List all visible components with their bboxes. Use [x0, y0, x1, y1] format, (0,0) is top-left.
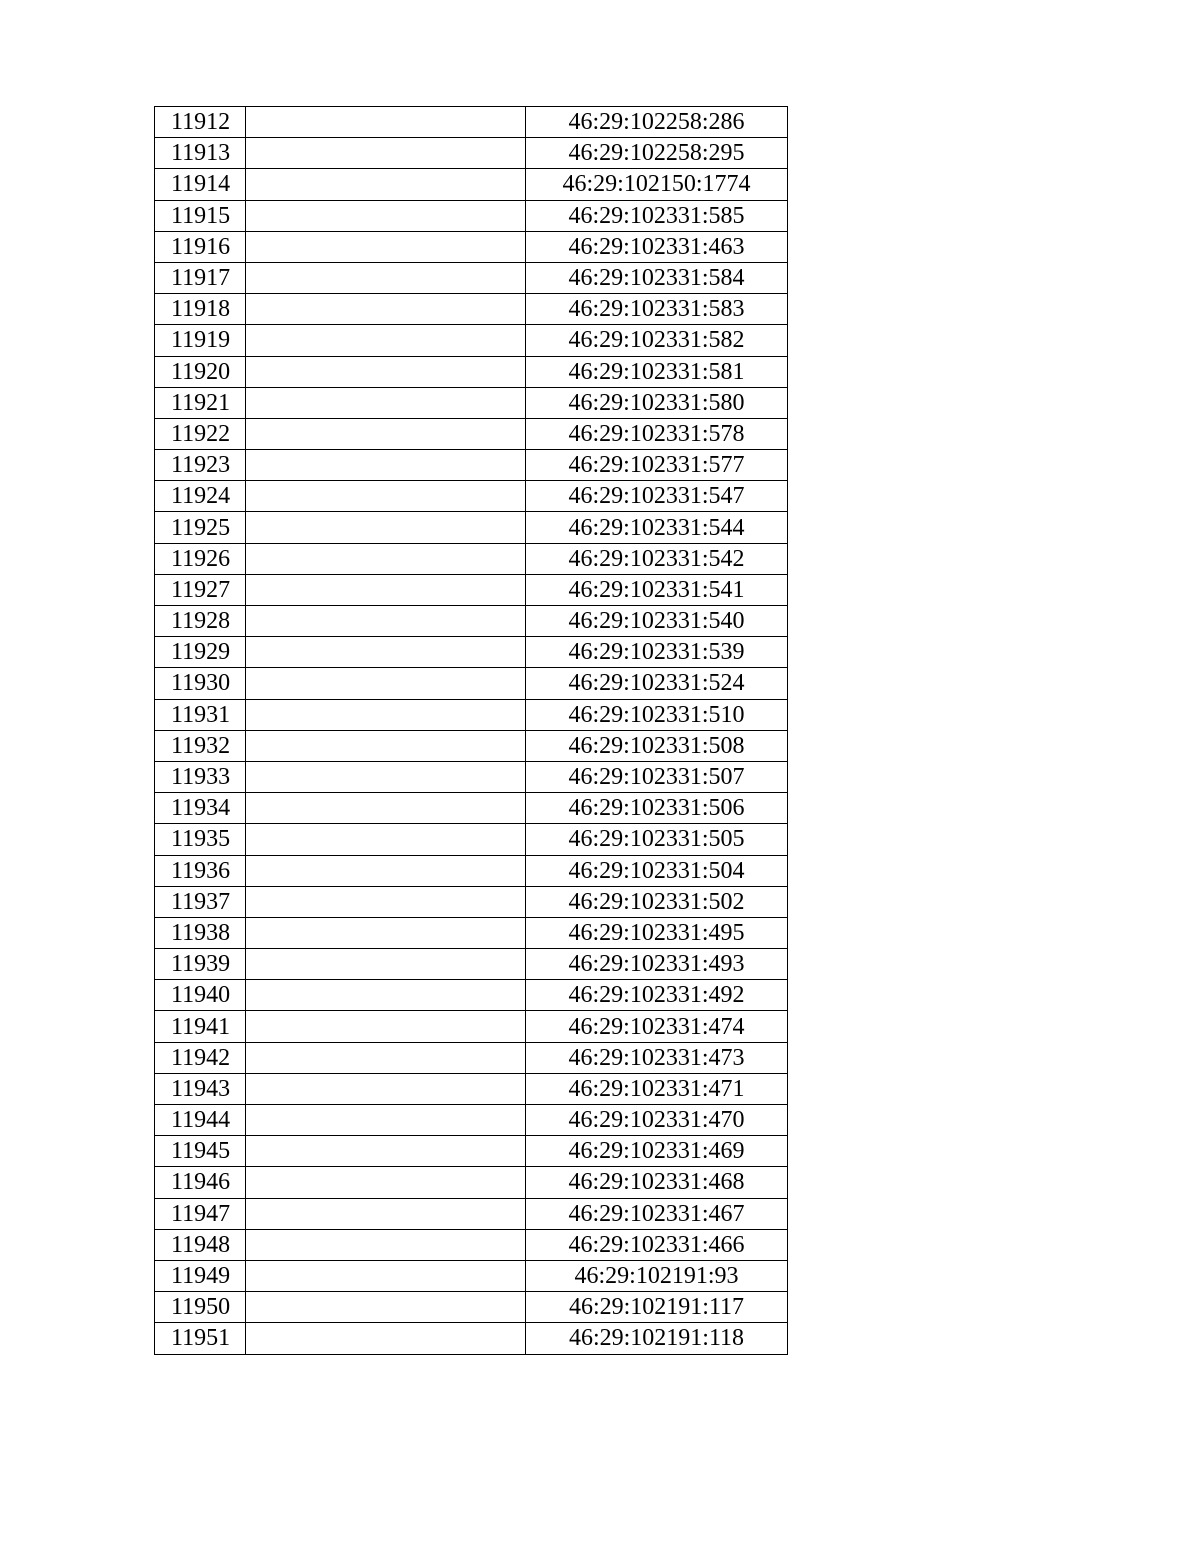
blank-cell	[246, 1042, 526, 1073]
table-row	[155, 1229, 788, 1260]
table-row	[155, 294, 788, 325]
table-row	[155, 1323, 788, 1354]
table-row	[155, 1167, 788, 1198]
cadastral-number-cell: 46:29:102331:508	[526, 730, 788, 761]
cadastral-number-cell: 46:29:102331:495	[526, 917, 788, 948]
blank-cell	[246, 637, 526, 668]
cadastral-number-cell: 46:29:102331:471	[526, 1073, 788, 1104]
cadastral-number-cell: 46:29:102331:493	[526, 949, 788, 980]
cadastral-number-cell: 46:29:102331:577	[526, 450, 788, 481]
table-row	[155, 574, 788, 605]
row-number-cell: 11949	[155, 1260, 246, 1291]
cadastral-number-cell: 46:29:102331:584	[526, 262, 788, 293]
cadastral-number-cell: 46:29:102331:547	[526, 481, 788, 512]
cadastral-number-cell: 46:29:102150:1774	[526, 169, 788, 200]
table-row	[155, 917, 788, 948]
row-number-cell: 11937	[155, 886, 246, 917]
table-row	[155, 824, 788, 855]
blank-cell	[246, 481, 526, 512]
row-number-cell: 11922	[155, 418, 246, 449]
table-row	[155, 699, 788, 730]
blank-cell	[246, 107, 526, 138]
row-number-cell: 11942	[155, 1042, 246, 1073]
cadastral-number-cell: 46:29:102331:502	[526, 886, 788, 917]
registry-table	[154, 106, 788, 1355]
blank-cell	[246, 761, 526, 792]
table-row	[155, 1073, 788, 1104]
blank-cell	[246, 325, 526, 356]
table-row	[155, 481, 788, 512]
cadastral-number-cell: 46:29:102331:542	[526, 543, 788, 574]
cadastral-number-cell: 46:29:102331:469	[526, 1136, 788, 1167]
table-row	[155, 668, 788, 699]
cadastral-number-cell: 46:29:102191:118	[526, 1323, 788, 1354]
registry-table-body	[155, 107, 788, 1355]
cadastral-number-cell: 46:29:102331:505	[526, 824, 788, 855]
blank-cell	[246, 169, 526, 200]
table-row	[155, 231, 788, 262]
row-number-cell: 11920	[155, 356, 246, 387]
table-row	[155, 262, 788, 293]
blank-cell	[246, 1229, 526, 1260]
blank-cell	[246, 1292, 526, 1323]
row-number-cell: 11946	[155, 1167, 246, 1198]
table-row	[155, 1105, 788, 1136]
cadastral-number-cell: 46:29:102331:581	[526, 356, 788, 387]
row-number-cell: 11916	[155, 231, 246, 262]
table-row	[155, 606, 788, 637]
table-row	[155, 356, 788, 387]
table-row	[155, 387, 788, 418]
row-number-cell: 11919	[155, 325, 246, 356]
table-row	[155, 1292, 788, 1323]
row-number-cell: 11950	[155, 1292, 246, 1323]
row-number-cell: 11940	[155, 980, 246, 1011]
blank-cell	[246, 668, 526, 699]
row-number-cell: 11935	[155, 824, 246, 855]
cadastral-number-cell: 46:29:102331:470	[526, 1105, 788, 1136]
table-row	[155, 169, 788, 200]
table-row	[155, 793, 788, 824]
cadastral-number-cell: 46:29:102331:467	[526, 1198, 788, 1229]
row-number-cell: 11912	[155, 107, 246, 138]
blank-cell	[246, 356, 526, 387]
blank-cell	[246, 699, 526, 730]
table-row	[155, 949, 788, 980]
cadastral-number-cell: 46:29:102331:544	[526, 512, 788, 543]
cadastral-number-cell: 46:29:102331:492	[526, 980, 788, 1011]
table-row	[155, 1136, 788, 1167]
table-row	[155, 325, 788, 356]
table-row	[155, 855, 788, 886]
blank-cell	[246, 387, 526, 418]
cadastral-number-cell: 46:29:102331:474	[526, 1011, 788, 1042]
row-number-cell: 11929	[155, 637, 246, 668]
cadastral-number-cell: 46:29:102191:93	[526, 1260, 788, 1291]
cadastral-number-cell: 46:29:102258:295	[526, 138, 788, 169]
row-number-cell: 11944	[155, 1105, 246, 1136]
cadastral-number-cell: 46:29:102331:463	[526, 231, 788, 262]
blank-cell	[246, 1136, 526, 1167]
cadastral-number-cell: 46:29:102331:582	[526, 325, 788, 356]
row-number-cell: 11943	[155, 1073, 246, 1104]
table-row	[155, 543, 788, 574]
blank-cell	[246, 450, 526, 481]
row-number-cell: 11927	[155, 574, 246, 605]
row-number-cell: 11931	[155, 699, 246, 730]
blank-cell	[246, 917, 526, 948]
blank-cell	[246, 824, 526, 855]
cadastral-number-cell: 46:29:102331:583	[526, 294, 788, 325]
blank-cell	[246, 1011, 526, 1042]
blank-cell	[246, 1073, 526, 1104]
blank-cell	[246, 886, 526, 917]
blank-cell	[246, 512, 526, 543]
cadastral-number-cell: 46:29:102191:117	[526, 1292, 788, 1323]
cadastral-number-cell: 46:29:102331:541	[526, 574, 788, 605]
blank-cell	[246, 262, 526, 293]
cadastral-number-cell: 46:29:102331:539	[526, 637, 788, 668]
blank-cell	[246, 231, 526, 262]
row-number-cell: 11938	[155, 917, 246, 948]
cadastral-number-cell: 46:29:102331:524	[526, 668, 788, 699]
row-number-cell: 11926	[155, 543, 246, 574]
row-number-cell: 11948	[155, 1229, 246, 1260]
cadastral-number-cell: 46:29:102331:468	[526, 1167, 788, 1198]
blank-cell	[246, 1260, 526, 1291]
blank-cell	[246, 1198, 526, 1229]
cadastral-number-cell: 46:29:102331:507	[526, 761, 788, 792]
table-row	[155, 107, 788, 138]
cadastral-number-cell: 46:29:102331:540	[526, 606, 788, 637]
row-number-cell: 11923	[155, 450, 246, 481]
blank-cell	[246, 1105, 526, 1136]
row-number-cell: 11918	[155, 294, 246, 325]
blank-cell	[246, 1167, 526, 1198]
row-number-cell: 11921	[155, 387, 246, 418]
table-row	[155, 1260, 788, 1291]
cadastral-number-cell: 46:29:102331:510	[526, 699, 788, 730]
table-row	[155, 980, 788, 1011]
blank-cell	[246, 855, 526, 886]
row-number-cell: 11932	[155, 730, 246, 761]
cadastral-number-cell: 46:29:102258:286	[526, 107, 788, 138]
blank-cell	[246, 793, 526, 824]
row-number-cell: 11951	[155, 1323, 246, 1354]
table-row	[155, 418, 788, 449]
blank-cell	[246, 980, 526, 1011]
table-row	[155, 637, 788, 668]
blank-cell	[246, 606, 526, 637]
table-row	[155, 1198, 788, 1229]
table-row	[155, 1042, 788, 1073]
cadastral-number-cell: 46:29:102331:473	[526, 1042, 788, 1073]
table-row	[155, 761, 788, 792]
table-row	[155, 450, 788, 481]
blank-cell	[246, 730, 526, 761]
blank-cell	[246, 138, 526, 169]
row-number-cell: 11925	[155, 512, 246, 543]
cadastral-number-cell: 46:29:102331:580	[526, 387, 788, 418]
row-number-cell: 11947	[155, 1198, 246, 1229]
row-number-cell: 11914	[155, 169, 246, 200]
row-number-cell: 11915	[155, 200, 246, 231]
row-number-cell: 11941	[155, 1011, 246, 1042]
row-number-cell: 11917	[155, 262, 246, 293]
row-number-cell: 11933	[155, 761, 246, 792]
row-number-cell: 11913	[155, 138, 246, 169]
table-row	[155, 886, 788, 917]
blank-cell	[246, 418, 526, 449]
row-number-cell: 11936	[155, 855, 246, 886]
row-number-cell: 11939	[155, 949, 246, 980]
row-number-cell: 11928	[155, 606, 246, 637]
blank-cell	[246, 543, 526, 574]
cadastral-number-cell: 46:29:102331:506	[526, 793, 788, 824]
cadastral-number-cell: 46:29:102331:466	[526, 1229, 788, 1260]
table-row	[155, 138, 788, 169]
row-number-cell: 11945	[155, 1136, 246, 1167]
table-row	[155, 200, 788, 231]
row-number-cell: 11934	[155, 793, 246, 824]
table-row	[155, 730, 788, 761]
table-row	[155, 1011, 788, 1042]
table-row	[155, 512, 788, 543]
cadastral-number-cell: 46:29:102331:585	[526, 200, 788, 231]
blank-cell	[246, 1323, 526, 1354]
blank-cell	[246, 949, 526, 980]
row-number-cell: 11930	[155, 668, 246, 699]
blank-cell	[246, 200, 526, 231]
row-number-cell: 11924	[155, 481, 246, 512]
blank-cell	[246, 574, 526, 605]
cadastral-number-cell: 46:29:102331:578	[526, 418, 788, 449]
blank-cell	[246, 294, 526, 325]
cadastral-number-cell: 46:29:102331:504	[526, 855, 788, 886]
